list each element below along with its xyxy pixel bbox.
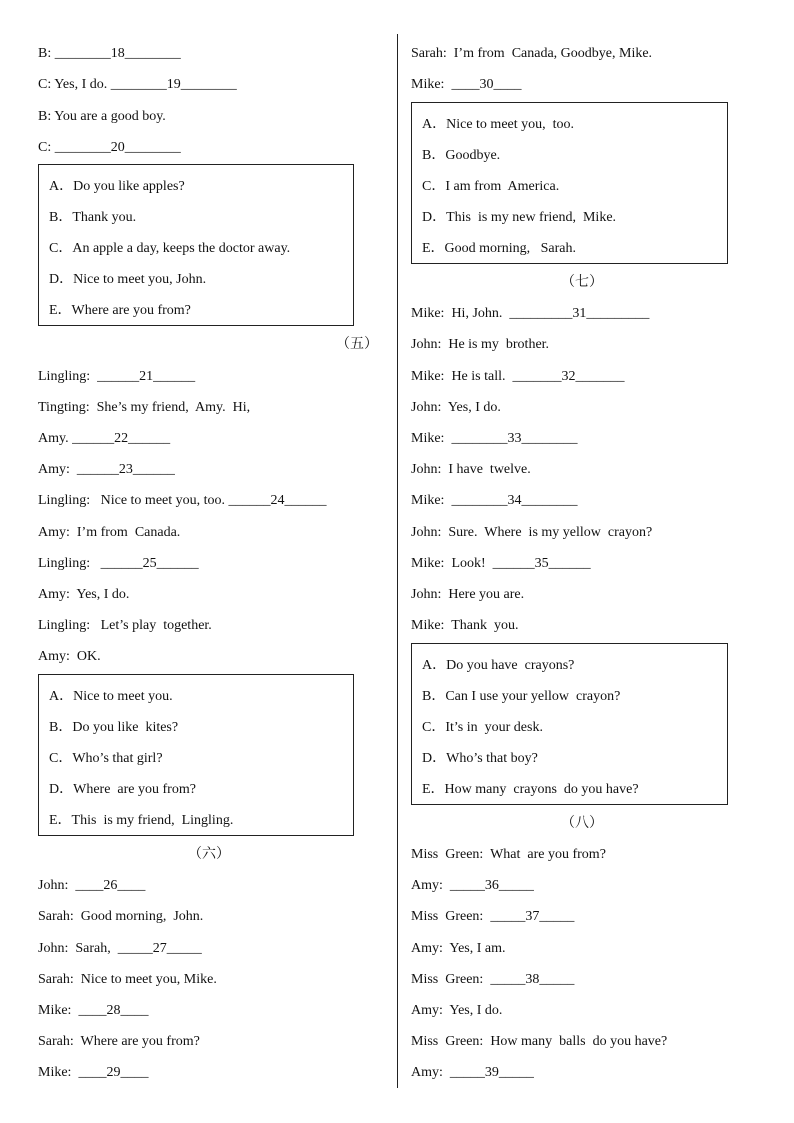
section-title-7: （七） xyxy=(561,274,603,290)
dialog-line: Miss Green: What are you from? xyxy=(411,847,606,862)
dialog-line: Mike: Hi, John. _________31_________ xyxy=(411,306,650,321)
dialog-line: Mike: Thank you. xyxy=(411,618,519,633)
dialog-line: Amy: _____36_____ xyxy=(411,878,534,893)
dialog-line: Lingling: Nice to meet you, too. ______24______ xyxy=(38,493,327,508)
option-item: B．Thank you. xyxy=(49,210,137,225)
dialog-line: Mike: ________33________ xyxy=(411,431,578,446)
dialog-line: Lingling: Let’s play together. xyxy=(38,618,212,633)
options-box-3 xyxy=(411,102,728,264)
section-title-8: （八） xyxy=(561,815,603,831)
dialog-line: Mike: ________34________ xyxy=(411,493,578,508)
options-box-2 xyxy=(38,674,354,836)
dialog-line: John: Sarah, _____27_____ xyxy=(38,941,202,956)
dialog-line: C: Yes, I do. ________19________ xyxy=(38,77,237,92)
dialog-line: John: He is my brother. xyxy=(411,337,550,352)
dialog-line: Mike: He is tall. _______32_______ xyxy=(411,369,625,384)
options-box-4 xyxy=(411,643,728,805)
dialog-line: Sarah: Nice to meet you, Mike. xyxy=(38,972,217,987)
dialog-line: Mike: ____29____ xyxy=(38,1065,149,1080)
dialog-line: Mike: ____28____ xyxy=(38,1003,149,1018)
dialog-line: John: Here you are. xyxy=(411,587,525,602)
dialog-line: Sarah: I’m from Canada, Goodbye, Mike. xyxy=(411,46,653,61)
option-item: D．Who’s that boy? xyxy=(422,751,538,766)
dialog-line: Miss Green: _____37_____ xyxy=(411,909,575,924)
dialog-line: John: ____26____ xyxy=(38,878,146,893)
dialog-line: B: ________18________ xyxy=(38,46,181,61)
option-item: B．Goodbye. xyxy=(422,148,501,163)
option-item: C．It’s in your desk. xyxy=(422,720,543,735)
dialog-line: Sarah: Where are you from? xyxy=(38,1034,200,1049)
section-title-6: （六） xyxy=(188,846,230,862)
dialog-line: Amy: _____39_____ xyxy=(411,1065,534,1080)
dialog-line: C: ________20________ xyxy=(38,140,181,155)
section-title-5: （五） xyxy=(336,336,378,352)
dialog-line: B: You are a good boy. xyxy=(38,109,166,124)
option-item: E．This is my friend, Lingling. xyxy=(49,813,234,828)
dialog-line: Amy: ______23______ xyxy=(38,462,175,477)
option-item: D．Where are you from? xyxy=(49,782,196,797)
dialog-line: Amy: Yes, I do. xyxy=(38,587,130,602)
dialog-line: Amy. ______22______ xyxy=(38,431,171,446)
dialog-line: Amy: Yes, I am. xyxy=(411,941,506,956)
option-item: A．Nice to meet you. xyxy=(49,689,173,704)
option-item: C．I am from America. xyxy=(422,179,560,194)
option-item: A．Do you have crayons? xyxy=(422,658,575,673)
option-item: D．This is my new friend, Mike. xyxy=(422,210,617,225)
options-box-1 xyxy=(38,164,354,326)
dialog-line: John: I have twelve. xyxy=(411,462,531,477)
dialog-line: John: Yes, I do. xyxy=(411,400,501,415)
option-item: E．Good morning, Sarah. xyxy=(422,241,576,256)
option-item: D．Nice to meet you, John. xyxy=(49,272,207,287)
dialog-line: John: Sure. Where is my yellow crayon? xyxy=(411,525,653,540)
option-item: E．Where are you from? xyxy=(49,303,191,318)
option-item: A．Do you like apples? xyxy=(49,179,185,194)
dialog-line: Miss Green: _____38_____ xyxy=(411,972,575,987)
column-divider xyxy=(397,34,398,1088)
dialog-line: Amy: Yes, I do. xyxy=(411,1003,503,1018)
dialog-line: Lingling: ______21______ xyxy=(38,369,196,384)
option-item: A．Nice to meet you, too. xyxy=(422,117,575,132)
dialog-line: Mike: Look! ______35______ xyxy=(411,556,591,571)
option-item: C．An apple a day, keeps the doctor away. xyxy=(49,241,291,256)
dialog-line: Lingling: ______25______ xyxy=(38,556,199,571)
option-item: C．Who’s that girl? xyxy=(49,751,163,766)
option-item: E．How many crayons do you have? xyxy=(422,782,639,797)
dialog-line: Amy: OK. xyxy=(38,649,101,664)
dialog-line: Sarah: Good morning, John. xyxy=(38,909,204,924)
dialog-line: Tingting: She’s my friend, Amy. Hi, xyxy=(38,400,251,415)
dialog-line: Mike: ____30____ xyxy=(411,77,522,92)
dialog-line: Miss Green: How many balls do you have? xyxy=(411,1034,668,1049)
option-item: B．Can I use your yellow crayon? xyxy=(422,689,621,704)
dialog-line: Amy: I’m from Canada. xyxy=(38,525,181,540)
option-item: B．Do you like kites? xyxy=(49,720,179,735)
